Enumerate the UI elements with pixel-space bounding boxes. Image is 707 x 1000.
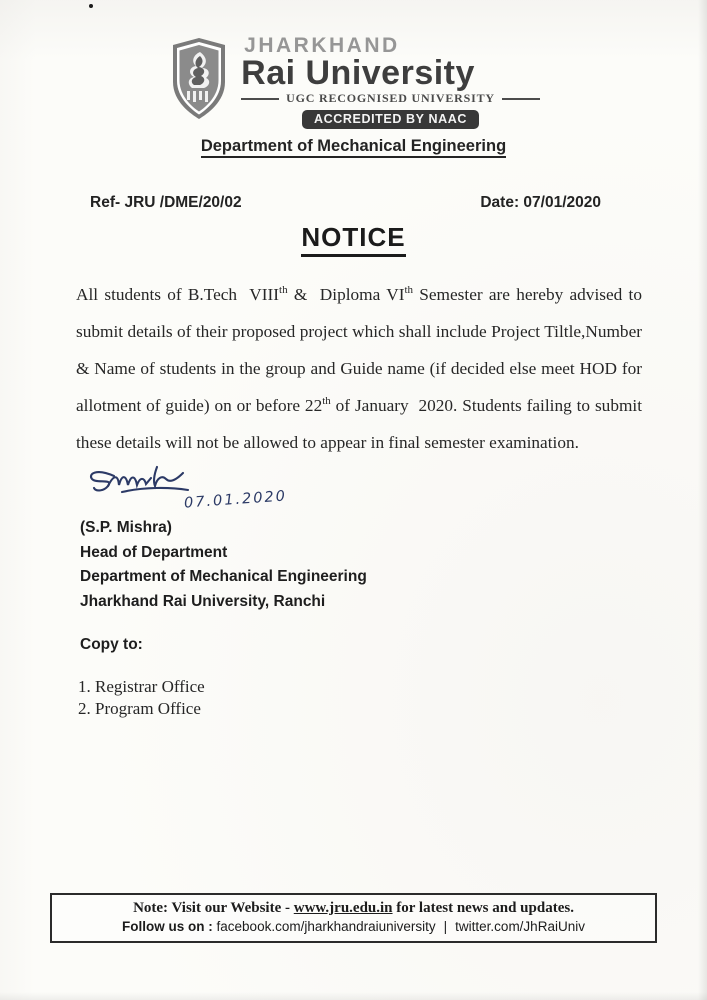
reference-number: Ref- JRU /DME/20/02 [90, 194, 242, 211]
body-text-3: Semester are hereby advised to submit details of their proposed project which shall include Project Tiltle,Number & Name of students in the group and Guide name (if decided else meet HOD for allotment of guide) on or before 22 [76, 285, 647, 415]
footer-note-box [50, 893, 657, 943]
signer-university: Jharkhand Rai University, Ranchi [80, 592, 326, 610]
twitter-url: twitter.com/JhRaiUniv [455, 919, 585, 934]
notice-body-paragraph [76, 276, 651, 461]
letterhead [0, 34, 707, 129]
scan-edge-shadow-bottom [0, 992, 707, 1000]
scan-artifact-dot [89, 4, 93, 8]
notice-date: Date: 07/01/2020 [480, 194, 601, 211]
handwritten-date: 07.01.2020 [183, 488, 288, 512]
tagline-right-rule [502, 98, 540, 100]
ordinal-suffix: th [279, 284, 288, 297]
footer-website-line [58, 900, 649, 917]
ref-date-row [90, 194, 601, 212]
department-title-text: Department of Mechanical Engineering [201, 137, 506, 158]
department-title [0, 137, 707, 156]
copy-to-label: Copy to: [80, 636, 143, 653]
website-url: www.jru.edu.in [293, 900, 393, 916]
signer-title: Head of Department [80, 543, 228, 561]
tagline-left-rule [241, 98, 279, 100]
university-name-main: Rai University [241, 54, 475, 92]
university-shield-logo-icon [167, 36, 231, 122]
scan-edge-shadow-right [698, 0, 707, 1000]
letterhead-text [241, 34, 540, 129]
signer-name: (S.P. Mishra) [80, 519, 172, 536]
ordinal-suffix: th [404, 284, 414, 297]
body-text-2: & Diploma VI [287, 285, 405, 304]
follow-us-label: Follow us on : [122, 919, 217, 934]
naac-accreditation-badge: ACCREDITED BY NAAC [302, 110, 479, 129]
ordinal-suffix: th [322, 395, 331, 408]
social-separator: | [443, 919, 448, 934]
signer-department: Department of Mechanical Engineering [80, 568, 367, 585]
body-text-1: All students of B.Tech VIII [76, 285, 280, 304]
copy-to-list [78, 676, 205, 720]
footer-note-suffix: for latest news and updates. [392, 900, 574, 916]
university-name-top: JHARKHAND [244, 34, 400, 57]
notice-heading-text: NOTICE [301, 222, 405, 257]
copy-recipient-2: 2. Program Office [78, 699, 201, 718]
copy-recipient-1: 1. Registrar Office [78, 677, 205, 696]
ugc-tagline: UGC RECOGNISED UNIVERSITY [286, 91, 495, 105]
body-text-4: of January 2020. Students failing to submit these details will not be allowed to appear in final semester examination. [76, 396, 651, 452]
ugc-tagline-row [241, 91, 540, 106]
footer-note-prefix: Note: Visit our Website - [133, 900, 294, 916]
notice-heading [0, 222, 707, 257]
signer-details [80, 516, 367, 614]
signature-block [84, 462, 344, 520]
footer-social-line [58, 919, 649, 934]
facebook-url: facebook.com/jharkhandraiuniversity [216, 919, 436, 934]
